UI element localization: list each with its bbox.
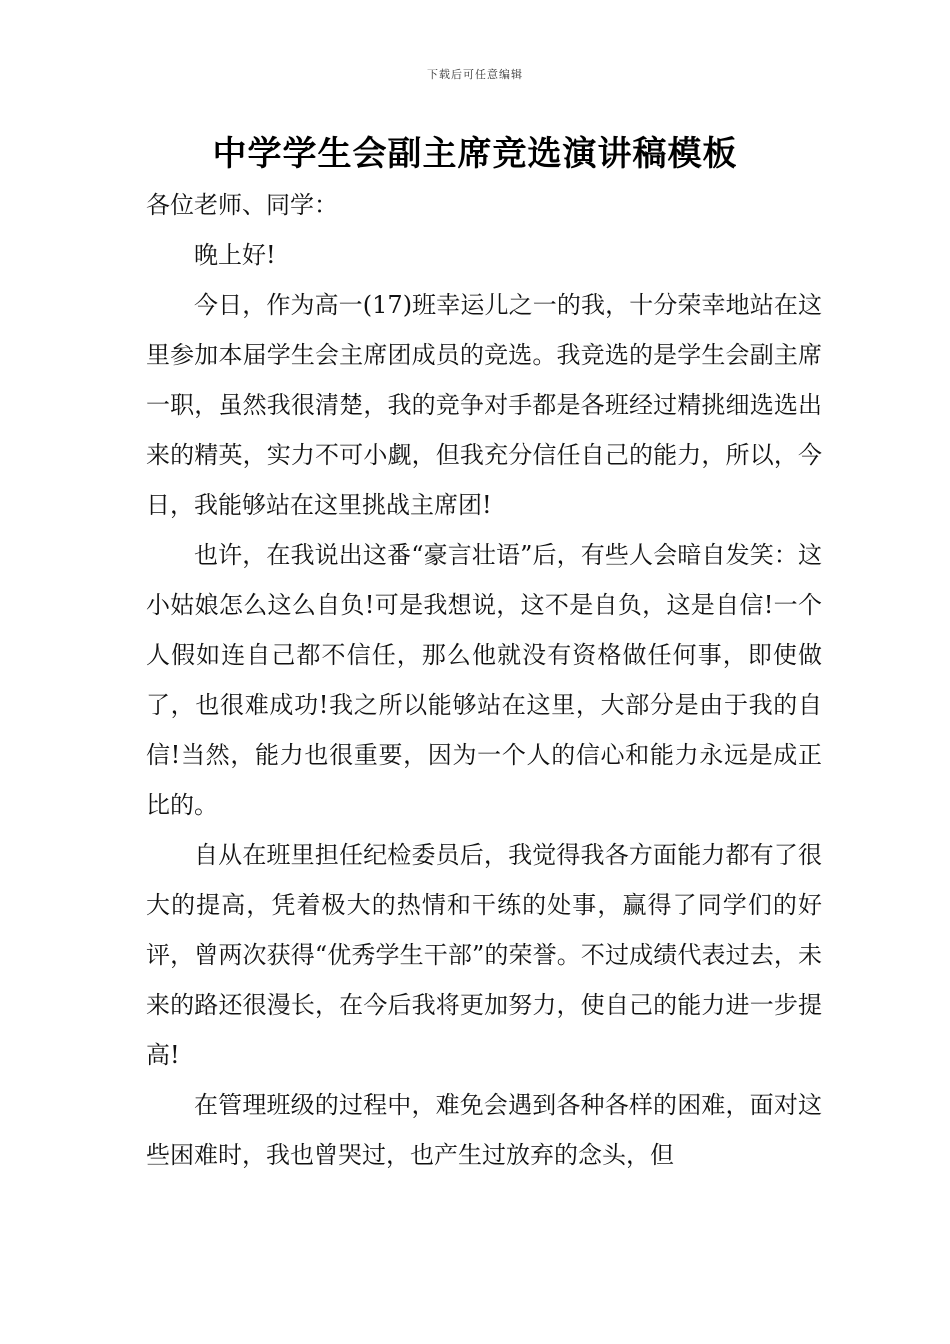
- paragraph-introduction: 今日，作为高一(17)班幸运儿之一的我，十分荣幸地站在这里参加本届学生会主席团成员的竞选。我竞选的是学生会副主席一职，虽然我很清楚，我的竞争对手都是各班经过精挑细选选出来的精英，实力不可小觑，但我充分信任自己的能力，所以，今日，我能够站在这里挑战主席团!: [146, 291, 822, 519]
- document-body: [146, 180, 822, 1180]
- salutation: 各位老师、同学：: [146, 191, 338, 219]
- document-title: 中学学生会副主席竞选演讲稿模板: [212, 134, 738, 174]
- paragraph-experience: 自从在班里担任纪检委员后，我觉得我各方面能力都有了很大的提高，凭着极大的热情和干练的处事，赢得了同学们的好评，曾两次获得“优秀学生干部”的荣誉。不过成绩代表过去，未来的路还很漫长，在今后我将更加努力，使自己的能力进一步提高!: [146, 841, 822, 1069]
- paragraph-confidence: 也许，在我说出这番“豪言壮语”后，有些人会暗自发笑：这小姑娘怎么这么自负!可是我想说，这不是自负，这是自信!一个人假如连自己都不信任，那么他就没有资格做任何事，即使做了，也很难成功!我之所以能够站在这里，大部分是由于我的自信!当然，能力也很重要，因为一个人的信心和能力永远是成正比的。: [146, 541, 822, 819]
- paragraph-difficulties: 在管理班级的过程中，难免会遇到各种各样的困难，面对这些困难时，我也曾哭过，也产生过放弃的念头，但: [146, 1091, 822, 1169]
- page-header-note: 下载后可任意编辑: [427, 68, 523, 81]
- paragraph-greeting: 晚上好!: [194, 241, 276, 269]
